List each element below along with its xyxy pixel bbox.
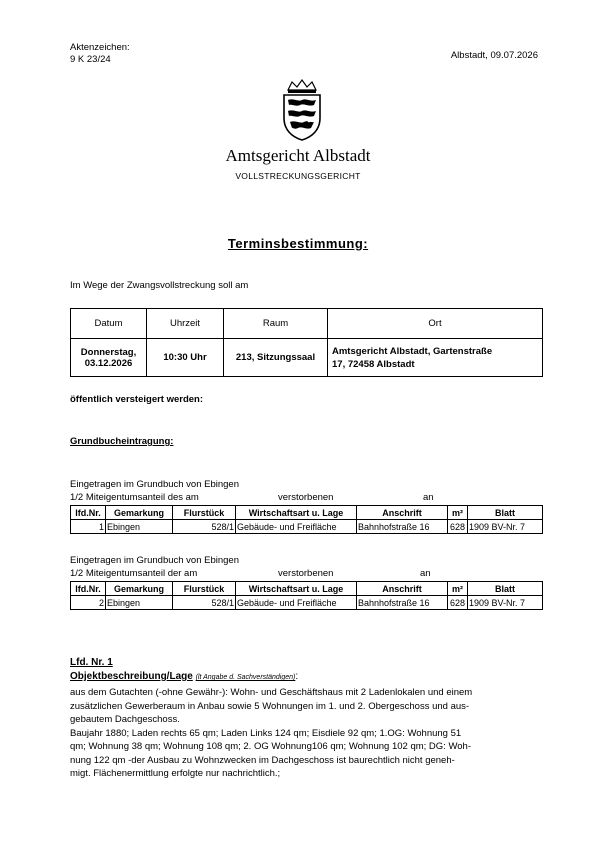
col-wirtschaftsart: Wirtschaftsart u. Lage (236, 506, 357, 520)
appointment-header-row (71, 309, 543, 339)
cell-gemarkung: Ebingen (106, 596, 173, 610)
entry-1-line-1: Eingetragen im Grundbuch von Ebingen (70, 479, 240, 490)
datum-date: 03.12.2026 (84, 357, 133, 369)
land-register-heading: Grundbucheintragung: (70, 436, 174, 447)
col-lfd: lfd.Nr. (71, 506, 106, 520)
object-description-title: Objektbeschreibung/Lage (70, 671, 193, 682)
ort-line-1: Amtsgericht Albstadt, Gartenstraße (332, 345, 493, 357)
col-flurstueck: Flurstück (173, 506, 236, 520)
coat-of-arms-icon (280, 78, 324, 142)
description-line: qm; Wohnung 38 qm; Wohnung 108 qm; 2. OG Wohnung106 qm; Wohnung 102 qm; DG: Woh- (70, 741, 471, 752)
entry-2-to: an (420, 568, 431, 579)
description-line: Baujahr 1880; Laden rechts 65 qm; Laden Links 124 qm; Eisdiele 92 qm; 1.OG: Wohnung 51 (70, 727, 462, 739)
court-name: Amtsgericht Albstadt (225, 146, 371, 165)
cell-nr: 2 (71, 596, 106, 610)
description-line: nung 122 qm -der Ausbau zu Wohnzwecken im Dachgeschoss ist baurechtlich nicht geneh- (70, 754, 455, 766)
object-description-note: (lt Angabe d. Sachverständigen) (195, 674, 296, 681)
cell-raum: 213, Sitzungssaal (224, 339, 328, 377)
entry-1-share: 1/2 Miteigentumsanteil des am (70, 492, 199, 503)
table-header-row (71, 582, 543, 596)
col-blatt: Blatt (468, 506, 543, 520)
col-lfd: lfd.Nr. (71, 582, 106, 596)
header-ort: Ort (328, 309, 543, 339)
cell-datum (71, 339, 147, 377)
description-line: migt. Flächenermittlung erfolgte nur nachrichtlich.; (70, 768, 281, 779)
cell-blatt: 1909 BV-Nr. 7 (468, 520, 543, 534)
document-title: Terminsbestimmung: (227, 236, 369, 251)
datum-weekday: Donnerstag, (80, 346, 137, 358)
entry-2-line-1: Eingetragen im Grundbuch von Ebingen (70, 555, 240, 566)
col-wirtschaftsart: Wirtschaftsart u. Lage (236, 582, 357, 596)
header-raum: Raum (224, 309, 328, 339)
col-anschrift: Anschrift (357, 506, 448, 520)
cell-qm: 628 (448, 520, 468, 534)
col-qm: m² (448, 506, 468, 520)
cell-wirtschaftsart: Gebäude- und Freifläche (236, 596, 357, 610)
auction-statement: öffentlich versteigert werden: (70, 394, 204, 405)
table-row (71, 596, 543, 610)
case-number-label: Aktenzeichen: (70, 42, 130, 53)
col-flurstueck: Flurstück (173, 582, 236, 596)
cell-wirtschaftsart: Gebäude- und Freifläche (236, 520, 357, 534)
cell-nr: 1 (71, 520, 106, 534)
lfd-number-heading: Lfd. Nr. 1 (70, 657, 113, 668)
ort-line-2: 17, 72458 Albstadt (332, 358, 415, 370)
description-line: gebautem Dachgeschoss. (70, 714, 180, 725)
case-number-block (70, 42, 130, 66)
table-row (71, 520, 543, 534)
table-header-row (71, 506, 543, 520)
col-gemarkung: Gemarkung (106, 582, 173, 596)
land-register-table-2 (70, 581, 543, 610)
entry-2-line-2 (70, 568, 431, 580)
cell-anschrift: Bahnhofstraße 16 (357, 596, 448, 610)
cell-blatt: 1909 BV-Nr. 7 (468, 596, 543, 610)
entry-2-share: 1/2 Miteigentumsanteil der am (70, 568, 198, 579)
cell-uhrzeit: 10:30 Uhr (147, 339, 224, 377)
intro-text: Im Wege der Zwangsvollstreckung soll am (70, 280, 249, 291)
land-register-table-1 (70, 505, 543, 534)
appointment-table (70, 308, 543, 377)
description-line: zusätzlichen Gewerberaum in Anbau sowie 5 Wohnungen im 1. und 2. Obergeschoss und aus- (70, 700, 470, 712)
appointment-value-row (71, 339, 543, 377)
description-line: aus dem Gutachten (-ohne Gewähr-): Wohn- und Geschäftshaus mit 2 Ladenlokalen und einem (70, 687, 473, 698)
col-blatt: Blatt (468, 582, 543, 596)
cell-anschrift: Bahnhofstraße 16 (357, 520, 448, 534)
col-qm: m² (448, 582, 468, 596)
cell-flurstueck: 528/1 (173, 520, 236, 534)
object-description-text (70, 686, 540, 781)
header-uhrzeit: Uhrzeit (147, 309, 224, 339)
header-datum: Datum (71, 309, 147, 339)
col-anschrift: Anschrift (357, 582, 448, 596)
object-description-heading (70, 671, 298, 682)
cell-qm: 628 (448, 596, 468, 610)
cell-gemarkung: Ebingen (106, 520, 173, 534)
col-gemarkung: Gemarkung (106, 506, 173, 520)
place-date: Albstadt, 09.07.2026 (450, 50, 538, 61)
entry-1-line-2 (70, 492, 434, 504)
entry-1-deceased: verstorbenen (278, 492, 334, 503)
object-description-colon: : (295, 671, 299, 682)
cell-ort (328, 339, 543, 377)
entry-2-deceased: verstorbenen (278, 568, 334, 579)
court-department: VOLLSTRECKUNGSGERICHT (235, 171, 361, 181)
case-number-value: 9 K 23/24 (70, 54, 111, 65)
cell-flurstueck: 528/1 (173, 596, 236, 610)
entry-1-to: an (423, 492, 434, 503)
